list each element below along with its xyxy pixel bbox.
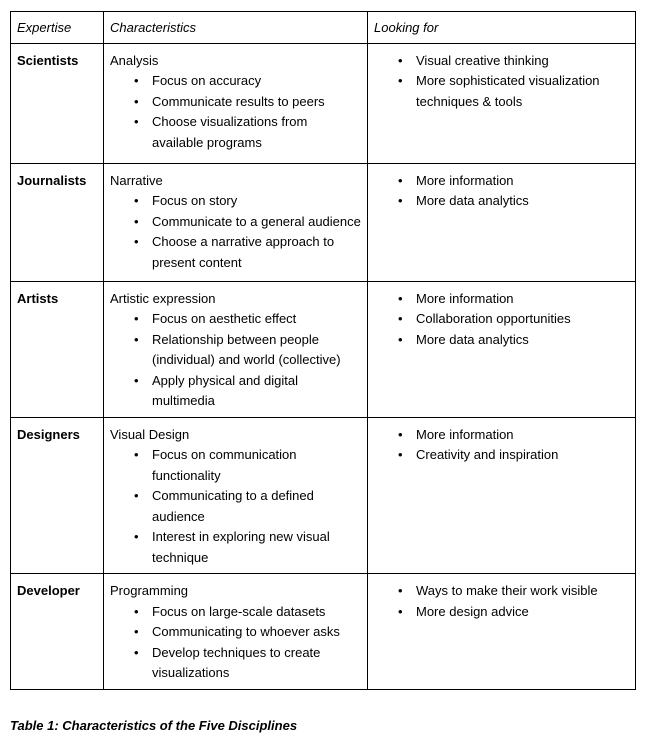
list-item: • Collaboration opportunities	[374, 309, 629, 330]
header-expertise: Expertise	[11, 12, 104, 44]
list-item: • Visual creative thinking	[374, 51, 629, 72]
looking-for-list	[374, 51, 629, 113]
characteristics-cell	[104, 574, 368, 690]
list-item: • More data analytics	[374, 191, 629, 212]
looking-for-list	[374, 171, 629, 212]
expertise-cell: Artists	[11, 281, 104, 417]
looking-for-cell	[368, 574, 636, 690]
list-item: • Interest in exploring new visual technique	[110, 527, 361, 568]
characteristics-lead: Visual Design	[110, 426, 190, 442]
table-row	[11, 574, 636, 690]
list-item: • Communicate results to peers	[110, 92, 361, 113]
table-row	[11, 163, 636, 281]
characteristics-lead: Analysis	[110, 52, 159, 68]
expertise-cell: Journalists	[11, 163, 104, 281]
list-item: • Focus on aesthetic effect	[110, 309, 361, 330]
expertise-cell: Developer	[11, 574, 104, 690]
header-row	[11, 12, 636, 44]
table-row	[11, 43, 636, 163]
list-item: • Focus on communication functionality	[110, 445, 361, 486]
characteristics-list	[110, 71, 361, 153]
characteristics-lead: Programming	[110, 583, 189, 598]
characteristics-cell	[104, 417, 368, 574]
looking-for-cell	[368, 281, 636, 417]
list-item: • Focus on story	[110, 191, 361, 212]
list-item: • Focus on accuracy	[110, 71, 361, 92]
looking-for-list	[374, 289, 629, 351]
characteristics-cell	[104, 163, 368, 281]
list-item: • Focus on large-scale datasets	[110, 602, 361, 623]
list-item: • Communicating to a defined audience	[110, 486, 361, 527]
header-characteristics: Characteristics	[104, 12, 368, 44]
table-row	[11, 281, 636, 417]
list-item: • Choose a narrative approach to present content	[110, 232, 361, 273]
list-item: • Develop techniques to create visualizations	[110, 643, 361, 684]
list-item: • Apply physical and digital multimedia	[110, 371, 361, 412]
list-item: • More data analytics	[374, 330, 629, 351]
characteristics-cell	[104, 43, 368, 163]
list-item: • Relationship between people (individual) and world (collective)	[110, 330, 361, 371]
expertise-cell: Scientists	[11, 43, 104, 163]
characteristics-list	[110, 602, 361, 684]
list-item: • Communicating to whoever asks	[110, 622, 361, 643]
looking-for-cell	[368, 43, 636, 163]
table-row	[11, 417, 636, 574]
list-item: • More design advice	[374, 602, 629, 623]
list-item: • More information	[374, 425, 629, 446]
list-item: • More sophisticated visualization techniques & tools	[374, 71, 629, 112]
disciplines-table	[10, 11, 636, 690]
list-item: • Creativity and inspiration	[374, 445, 629, 466]
characteristics-lead: Artistic expression	[110, 290, 216, 306]
expertise-cell: Designers	[11, 417, 104, 574]
characteristics-list	[110, 445, 361, 568]
list-item: • Communicate to a general audience	[110, 212, 361, 233]
characteristics-list	[110, 191, 361, 273]
list-item: • More information	[374, 171, 629, 192]
characteristics-list	[110, 309, 361, 412]
looking-for-list	[374, 581, 629, 622]
list-item: • Choose visualizations from available programs	[110, 112, 361, 153]
list-item: • Ways to make their work visible	[374, 581, 629, 602]
header-looking-for: Looking for	[368, 12, 636, 44]
looking-for-cell	[368, 417, 636, 574]
table-caption: Table 1: Characteristics of the Five Disciplines	[10, 718, 298, 733]
list-item: • More information	[374, 289, 629, 310]
looking-for-list	[374, 425, 629, 466]
looking-for-cell	[368, 163, 636, 281]
characteristics-cell	[104, 281, 368, 417]
characteristics-lead: Narrative	[110, 172, 163, 188]
